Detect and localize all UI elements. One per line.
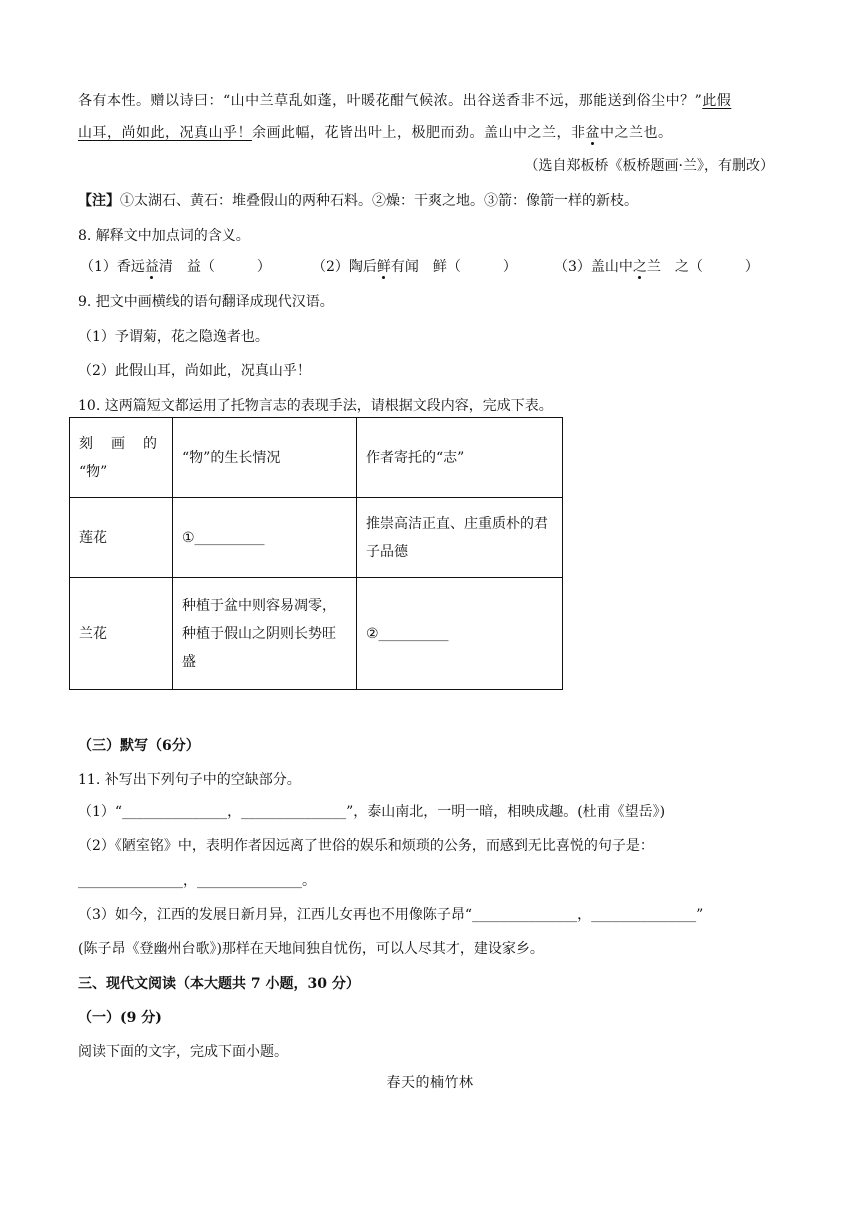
q8-item-2	[312, 256, 517, 276]
header-thing-line1: 刻 画 的	[79, 435, 159, 452]
passage-line-1	[78, 90, 731, 110]
q11-item-1: （1）“_______________，_______________”，泰山南北，一明一暗，相映成趣。(杜甫《望岳》)	[78, 804, 666, 820]
q8-item-text: （2）陶后	[312, 259, 377, 275]
header-thing-line2: “物”	[79, 463, 108, 480]
passage-text: 各有本性。赠以诗曰：“山中兰草乱如蓬，叶暖花酣气候浓。出谷送香非不远，那能送到俗尘中？”	[78, 93, 703, 109]
cell-aspiration-blank[interactable]: ②__________	[357, 578, 563, 690]
section-heading-recitation: （三）默写（6分）	[78, 738, 200, 754]
q8-item-text: 清 益（ ）	[158, 259, 271, 275]
q9-stem: 9. 把文中画横线的语句翻译成现代汉语。	[78, 294, 334, 310]
q11-item-3a: （3）如今，江西的发展日新月异，江西儿女再也不用像陈子昂“_______________，_______________”	[78, 907, 704, 923]
q8-item-3	[554, 256, 759, 276]
cell-thing: 莲花	[70, 498, 173, 578]
table-row	[70, 578, 563, 690]
dotted-word: 益	[144, 259, 159, 275]
header-cell-thing	[70, 418, 173, 498]
source-citation: （选自郑板桥《板桥题画·兰》，有删改）	[524, 158, 774, 174]
q8-item-1	[80, 256, 271, 276]
underlined-sentence: 此假	[702, 93, 732, 109]
q9-item-1: （1）予谓菊，花之隐逸者也。	[78, 329, 269, 345]
note-label: 【注】	[78, 193, 120, 209]
q8-item-text: 有闻 鲜（ ）	[390, 259, 517, 275]
q8-stem: 8. 解释文中加点词的含义。	[78, 228, 250, 244]
note-text: ①太湖石、黄石：堆叠假山的两种石料。②燥：干爽之地。③箭：像箭一样的新枝。	[120, 193, 638, 209]
q8-item-text: 兰 之（ ）	[646, 259, 759, 275]
q8-item-text: （1）香远	[80, 259, 145, 275]
q11-stem: 11. 补写出下列句子中的空缺部分。	[78, 772, 301, 788]
passage-text: 中之兰也。	[600, 125, 673, 141]
header-cell-aspiration: 作者寄托的“志”	[357, 418, 563, 498]
q11-item-2b: _______________，_______________。	[78, 873, 316, 889]
q10-table	[69, 417, 563, 690]
dotted-word: 鲜	[376, 259, 391, 275]
article-title: 春天的楠竹林	[386, 1075, 474, 1091]
q11-item-3b: (陈子昂《登幽州台歌》)那样在天地间独自忧伤，可以人尽其才，建设家乡。	[78, 941, 544, 957]
passage-text: 余画此幅，花皆出叶上，极肥而劲。盖山中之兰，非	[252, 125, 586, 141]
header-cell-growth: “物”的生长情况	[173, 418, 357, 498]
q9-item-2: （2）此假山耳，尚如此，况真山乎！	[78, 363, 311, 379]
q8-item-text: （3）盖山中	[554, 259, 633, 275]
cell-thing: 兰花	[70, 578, 173, 690]
cell-growth: 种植于盆中则容易凋零，种植于假山之阴则长势旺盛	[173, 578, 357, 690]
dotted-word: 之	[632, 259, 647, 275]
note	[78, 190, 638, 210]
subsection-heading: （一）(9 分)	[78, 1010, 162, 1026]
table-header-row	[70, 418, 563, 498]
q11-item-2a: （2）《陋室铭》中，表明作者因远离了世俗的娱乐和烦琐的公务，而感到无比喜悦的句子是：	[78, 838, 654, 854]
cell-aspiration: 推崇高洁正直、庄重质朴的君子品德	[357, 498, 563, 578]
q10-stem: 10. 这两篇短文都运用了托物言志的表现手法，请根据文段内容，完成下表。	[78, 398, 553, 414]
cell-growth-blank[interactable]: ①__________	[173, 498, 357, 578]
part-heading-modern-reading: 三、现代文阅读（本大题共 7 小题，30 分）	[78, 976, 360, 992]
reading-instruction: 阅读下面的文字，完成下面小题。	[78, 1044, 288, 1060]
underlined-sentence: 山耳，尚如此，况真山乎！	[78, 125, 252, 141]
dotted-word: 盆	[585, 125, 600, 141]
table-row	[70, 498, 563, 578]
passage-line-2	[78, 122, 673, 142]
